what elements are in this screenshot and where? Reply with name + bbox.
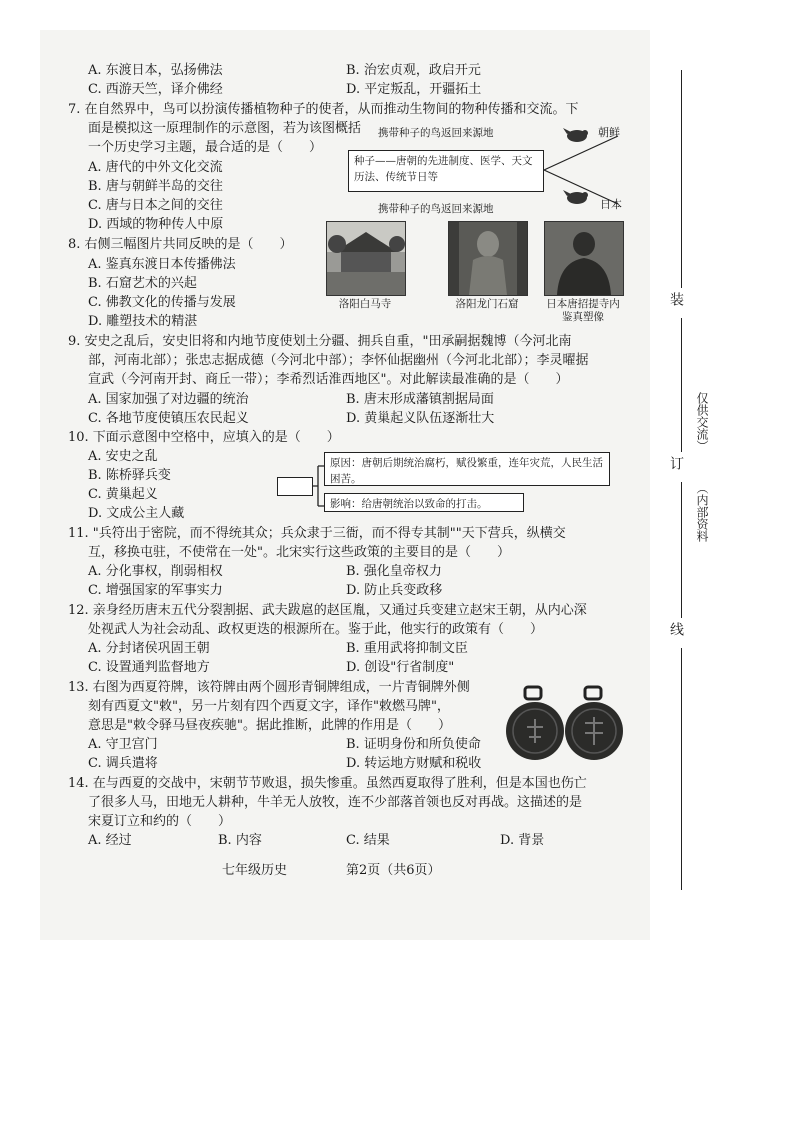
q8-option-d[interactable]: D. 雕塑技术的精湛 <box>88 314 198 329</box>
q12-option-b[interactable]: B. 重用武将抑制文臣 <box>346 641 468 656</box>
japan-label: 日本 <box>600 198 622 211</box>
q7-option-a[interactable]: A. 唐代的中外文化交流 <box>88 160 223 175</box>
q8-option-a[interactable]: A. 鉴真东渡日本传播佛法 <box>88 257 236 272</box>
diagram-bottom-label: 携带种子的鸟返回来源地 <box>378 203 494 215</box>
q14-option-c[interactable]: C. 结果 <box>346 833 390 848</box>
q8-stem: 8. 右侧三幅图片共同反映的是（ ） <box>68 237 293 252</box>
q9-option-a[interactable]: A. 国家加强了对边疆的统治 <box>88 392 249 407</box>
binding-line-segment <box>681 318 682 452</box>
q11-stem-line1: 11. "兵符出于密院，而不得统其众；兵众隶于三衙，而不得专其制""天下营兵，纵横交 <box>68 526 566 541</box>
xixia-bronze-tally-image <box>505 683 625 765</box>
q7-option-d[interactable]: D. 西域的物种传人中原 <box>88 217 224 232</box>
q13-stem-line3: 意思是"敕令驿马昼夜疾驰"。据此推断，此牌的作用是（ ） <box>88 718 451 733</box>
q7-stem-line3: 一个历史学习主题，最合适的是（ ） <box>88 140 323 155</box>
seed-text-box: 种子——唐朝的先进制度、医学、天文历法、传统节日等 <box>348 150 544 192</box>
binding-mark-ding: 订 <box>668 456 684 470</box>
q11-option-c[interactable]: C. 增强国家的军事实力 <box>88 583 223 598</box>
q7-stem-line1: 7. 在自然界中，鸟可以扮演传播植物种子的使者，从而推动生物间的物种传播和交流。下 <box>68 102 579 117</box>
q10-option-c[interactable]: C. 黄巢起义 <box>88 487 158 502</box>
q14-stem-line2: 了很多人马，田地无人耕种，牛羊无人放牧，连不少部落首领也反对再战。这描述的是 <box>88 795 583 810</box>
q6-option-a[interactable]: A. 东渡日本，弘扬佛法 <box>88 63 223 78</box>
q10-option-a[interactable]: A. 安史之乱 <box>88 449 158 464</box>
q8-option-b[interactable]: B. 石窟艺术的兴起 <box>88 276 197 291</box>
q9-option-b[interactable]: B. 唐末形成藩镇割据局面 <box>346 392 494 407</box>
cause-box: 原因：唐朝后期统治腐朽，赋役繁重，连年灾荒，人民生活困苦。 <box>324 452 610 486</box>
q6-option-b[interactable]: B. 治宏贞观，政启开元 <box>346 63 481 78</box>
q10-option-b[interactable]: B. 陈桥驿兵变 <box>88 468 171 483</box>
q11-option-b[interactable]: B. 强化皇帝权力 <box>346 564 442 579</box>
q9-stem-line2: 部，河南北部）；张忠志据成德（今河北中部）；李怀仙据幽州（今河北北部）；李灵曜据 <box>88 353 589 368</box>
caption-baima: 洛阳白马寺 <box>338 298 392 310</box>
q6-option-d[interactable]: D. 平定叛乱，开疆拓土 <box>346 82 482 97</box>
q7-option-c[interactable]: C. 唐与日本之间的交往 <box>88 198 223 213</box>
binding-mark-zhuang: 装 <box>668 292 684 306</box>
longmen-grottoes-photo <box>448 221 528 296</box>
q10-option-d[interactable]: D. 文成公主人藏 <box>88 506 185 521</box>
caption-jianzhen-2: 鉴真塑像 <box>562 311 604 323</box>
baima-temple-photo <box>326 221 406 296</box>
q9-stem-line3: 宣武（今河南开封、商丘一带）；李希烈话淮西地区"。对此解读最准确的是（ ） <box>88 372 569 387</box>
q9-stem-line1: 9. 安史之乱后，安史旧将和内地节度使划土分疆、拥兵自重，"田承嗣据魏博（今河北南 <box>68 334 572 349</box>
korea-label: 朝鲜 <box>598 126 620 139</box>
internal-note-line2: 仅供交流） <box>695 392 709 452</box>
q10-stem: 10. 下面示意图中空格中，应填入的是（ ） <box>68 430 340 445</box>
q12-option-c[interactable]: C. 设置通判监督地方 <box>88 660 210 675</box>
q9-option-c[interactable]: C. 各地节度使镇压农民起义 <box>88 411 249 426</box>
q7-stem-line2: 面是模拟这一原理制作的示意图，若为该图概括 <box>88 121 362 136</box>
effect-box: 影响：给唐朝统治以致命的打击。 <box>324 493 524 512</box>
q7-option-b[interactable]: B. 唐与朝鲜半岛的交往 <box>88 179 223 194</box>
blank-box <box>277 477 313 496</box>
bird-icon <box>563 186 593 208</box>
q11-stem-line2: 互，移换屯驻，不使常在一处"。北宋实行这些政策的主要目的是（ ） <box>88 545 510 560</box>
q14-option-d[interactable]: D. 背景 <box>500 833 545 848</box>
q13-option-d[interactable]: D. 转运地方财赋和税收 <box>346 756 482 771</box>
q14-stem-line3: 宋夏订立和约的（ ） <box>88 814 232 829</box>
q14-stem-line1: 14. 在与西夏的交战中，宋朝节节败退，损失惨重。虽然西夏取得了胜利，但是本国也伤亡 <box>68 776 587 791</box>
q13-option-b[interactable]: B. 证明身份和所负使命 <box>346 737 481 752</box>
q12-option-a[interactable]: A. 分封诸侯巩固王朝 <box>88 641 210 656</box>
jianzhen-statue-photo <box>544 221 624 296</box>
binding-line-segment <box>681 648 682 890</box>
q12-option-d[interactable]: D. 创设"行省制度" <box>346 660 455 675</box>
q12-stem-line1: 12. 亲身经历唐末五代分裂割据、武夫跋扈的赵匡胤，又通过兵变建立赵宋王朝，从内心深 <box>68 603 587 618</box>
caption-jianzhen-1: 日本唐招提寺内 <box>546 298 620 310</box>
q6-option-c[interactable]: C. 西游天竺，译介佛经 <box>88 82 223 97</box>
binding-line-segment <box>681 70 682 288</box>
diagram-top-label: 携带种子的鸟返回来源地 <box>378 127 494 139</box>
q13-stem-line2: 刻有西夏文"敕"，另一片刻有四个西夏文字，译作"敕燃马牌"， <box>88 699 450 714</box>
q11-option-d[interactable]: D. 防止兵变政移 <box>346 583 443 598</box>
q13-stem-line1: 13. 右图为西夏符牌，该符牌由两个圆形青铜牌组成，一片青铜牌外侧 <box>68 680 470 695</box>
q11-option-a[interactable]: A. 分化事权，削弱相权 <box>88 564 223 579</box>
q9-option-d[interactable]: D. 黄巢起义队伍逐渐壮大 <box>346 411 495 426</box>
binding-mark-xian: 线 <box>668 622 684 636</box>
q13-option-c[interactable]: C. 调兵遣将 <box>88 756 158 771</box>
footer-subject: 七年级历史 <box>222 863 288 878</box>
q14-option-b[interactable]: B. 内容 <box>218 833 262 848</box>
binding-line-segment <box>681 482 682 618</box>
bird-icon <box>563 124 593 146</box>
q13-option-a[interactable]: A. 守卫宫门 <box>88 737 158 752</box>
q14-option-a[interactable]: A. 经过 <box>88 833 132 848</box>
q12-stem-line2: 处视武人为社会动乱、政权更迭的根源所在。鉴于此，他实行的政策有（ ） <box>88 622 544 637</box>
footer-page-number: 第2页（共6页） <box>346 863 441 878</box>
internal-note-line1: （内部资料 <box>695 482 709 542</box>
q8-option-c[interactable]: C. 佛教文化的传播与发展 <box>88 295 236 310</box>
caption-longmen: 洛阳龙门石窟 <box>455 298 519 310</box>
